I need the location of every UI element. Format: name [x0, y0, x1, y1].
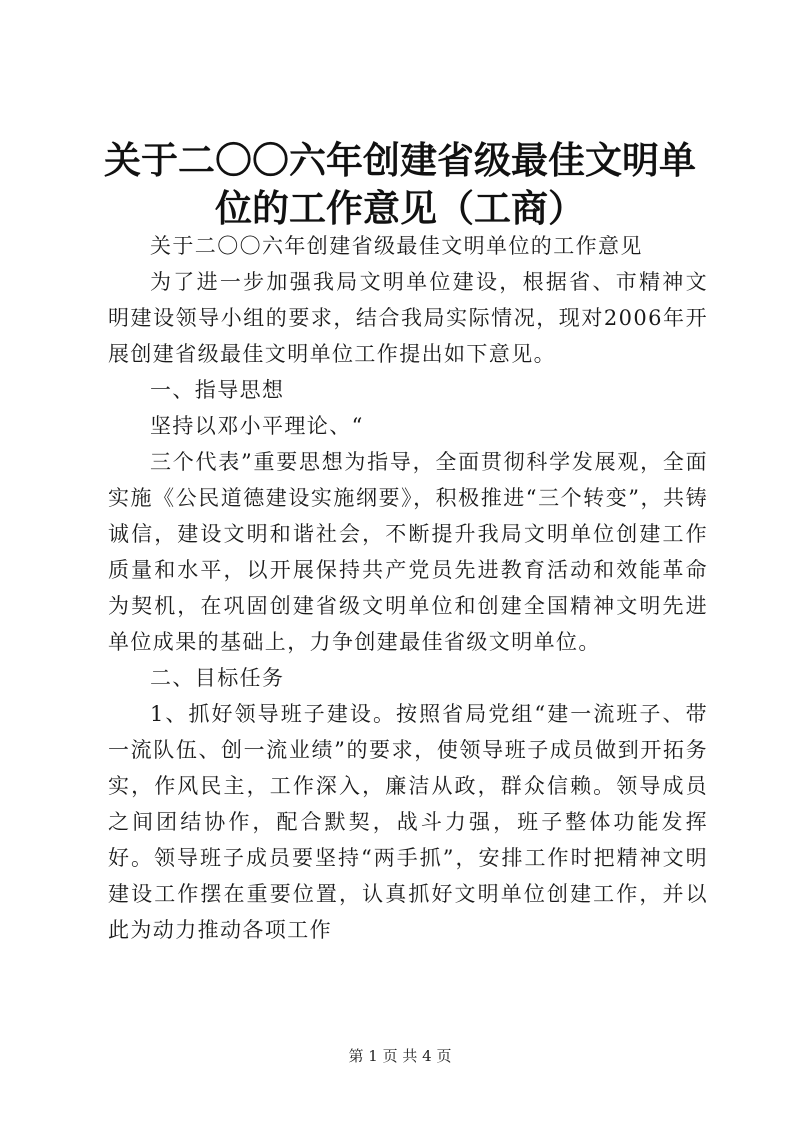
section-heading-goals-tasks: 二、目标任务 — [150, 666, 285, 690]
document-title: 关于二〇〇六年创建省级最佳文明单位的工作意见（工商） — [104, 138, 696, 230]
document-body — [108, 228, 708, 948]
paragraph-adhere: 坚持以邓小平理论、“ — [150, 414, 364, 438]
page-number-footer: 第 1 页 共 4 页 — [348, 1047, 452, 1065]
paragraph-leadership-building: 1、抓好领导班子建设。按照省局党组“建一流班子、带一流队伍、创一流业绩”的要求，使领导班子成员做到开拓务实，作风民主，工作深入，廉洁从政，群众信赖。领导成员之间团结协作，配合默契，战斗力强，班子整体功能发挥好。领导班子成员要坚持“两手抓”，安排工作时把精神文明建设工作摆在重要位置，认真抓好文明单位创建工作，并以此为动力推动各项工作 — [108, 702, 708, 942]
section-heading-guiding-ideology: 一、指导思想 — [150, 378, 285, 402]
paragraph-three-represents: 三个代表”重要思想为指导，全面贯彻科学发展观，全面实施《公民道德建设实施纲要》，积极推进“三个转变”，共铸诚信，建设文明和谐社会，不断提升我局文明单位创建工作质量和水平，以开展保持共产党员先进教育活动和效能革命为契机，在巩固创建省级文明单位和创建全国精神文明先进单位成果的基础上，力争创建最佳省级文明单位。 — [108, 450, 708, 654]
paragraph-subtitle: 关于二〇〇六年创建省级最佳文明单位的工作意见 — [150, 234, 643, 258]
paragraph-intro: 为了进一步加强我局文明单位建设，根据省、市精神文明建设领导小组的要求，结合我局实际情况，现对2006年开展创建省级最佳文明单位工作提出如下意见。 — [108, 270, 708, 366]
